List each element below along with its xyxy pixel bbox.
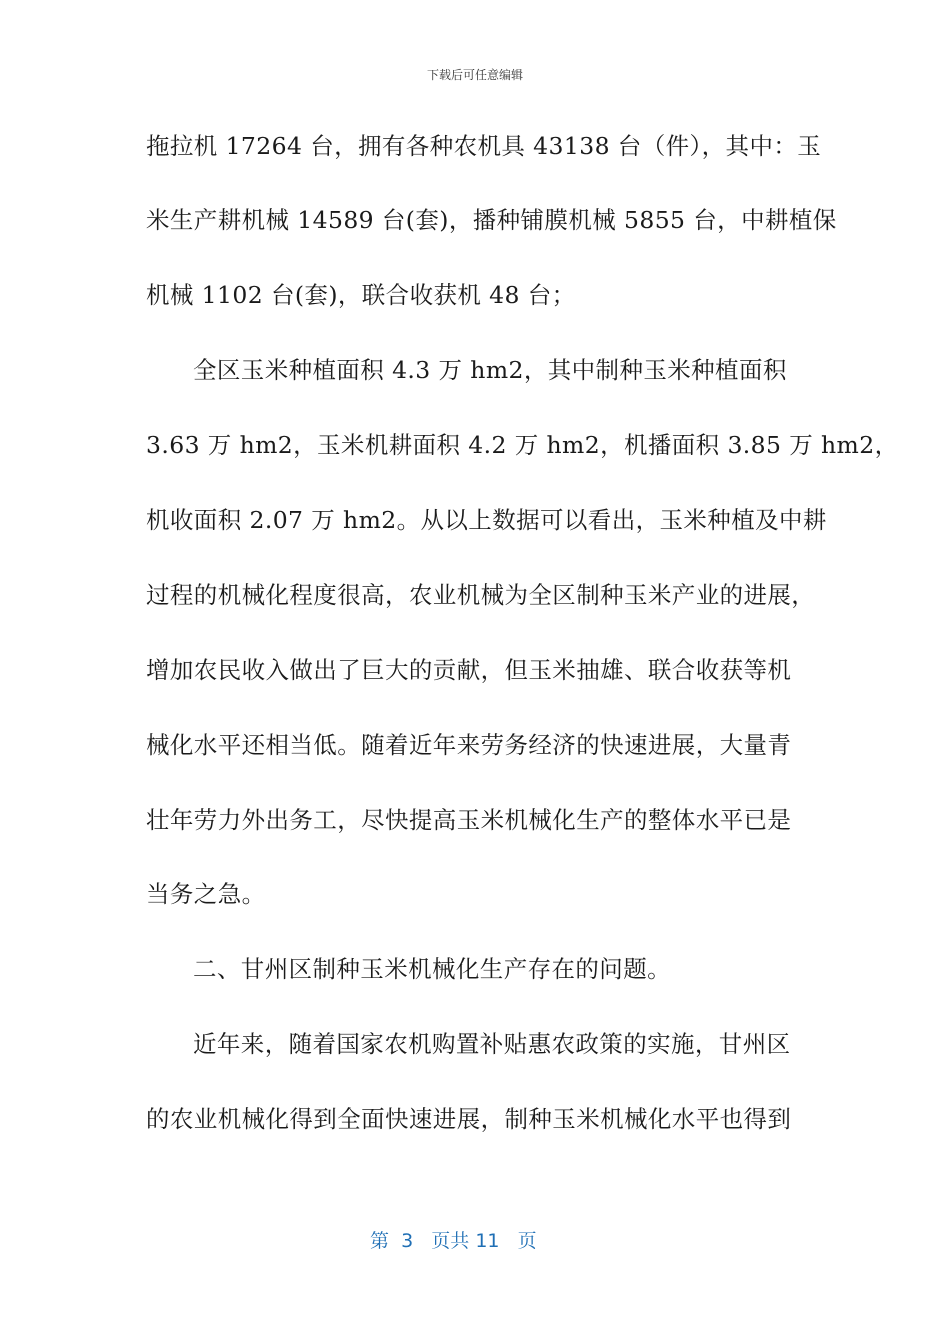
text-line: 的农业机械化得到全面快速进展，制种玉米机械化水平也得到 — [146, 1105, 792, 1133]
page-header: 下载后可任意编辑 — [426, 68, 523, 82]
paragraph-start-line: 全区玉米种植面积 4.3 万 hm2，其中制种玉米种植面积 — [193, 356, 787, 384]
text-line: 3.63 万 hm2，玉米机耕面积 4.2 万 hm2，机播面积 3.85 万 hm2， — [146, 431, 899, 459]
text-line: 拖拉机 17264 台，拥有各种农机具 43138 台（件），其中：玉 — [146, 132, 822, 160]
page-number-footer: 第 3 页共 11 页 — [370, 1230, 537, 1252]
paragraph-start-line: 近年来，随着国家农机购置补贴惠农政策的实施，甘州区 — [193, 1030, 791, 1058]
text-line: 增加农民收入做出了巨大的贡献，但玉米抽雄、联合收获等机 — [146, 656, 792, 684]
text-line: 机械 1102 台(套)，联合收获机 48 台； — [146, 281, 576, 309]
text-line: 过程的机械化程度很高，农业机械为全区制种玉米产业的进展， — [146, 581, 816, 609]
text-line: 当务之急。 — [146, 880, 266, 908]
section-heading: 二、甘州区制种玉米机械化生产存在的问题。 — [193, 955, 671, 983]
text-line: 米生产耕机械 14589 台(套)，播种铺膜机械 5855 台，中耕植保 — [146, 206, 837, 234]
text-line: 械化水平还相当低。随着近年来劳务经济的快速进展，大量青 — [146, 731, 792, 759]
text-line: 壮年劳力外出务工，尽快提高玉米机械化生产的整体水平已是 — [146, 806, 792, 834]
text-line: 机收面积 2.07 万 hm2。从以上数据可以看出，玉米种植及中耕 — [146, 506, 827, 534]
